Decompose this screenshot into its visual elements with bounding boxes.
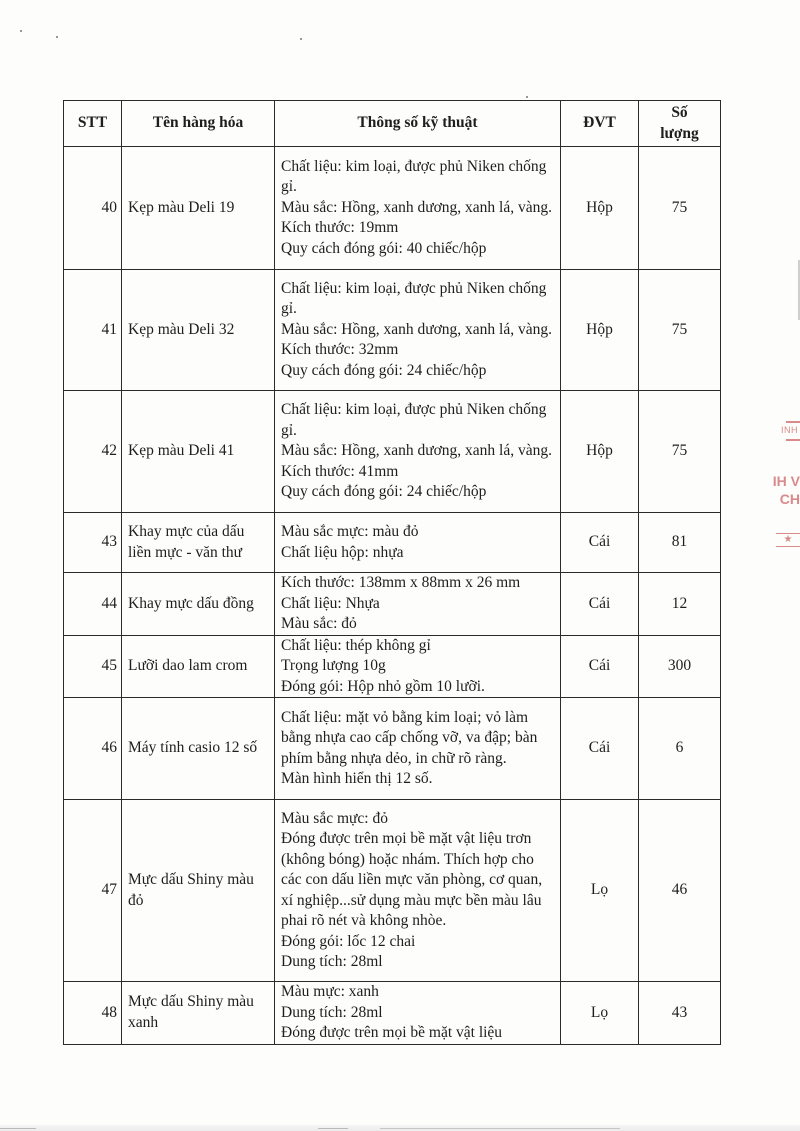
spec-line: Màu sắc mực: màu đỏ bbox=[281, 523, 419, 540]
cell-stt: 45 bbox=[64, 635, 122, 698]
spec-line: Chất liệu: thép không gỉ bbox=[281, 636, 431, 654]
cell-spec bbox=[275, 391, 561, 513]
spec-line: Đóng được trên mọi bề mặt vật liệu trơn (không bóng) hoặc nhám. Thích hợp cho các con dấu liền mực văn phòng, cơ quan, xí nghiệp...sử dụng màu mực bền màu lâu phai rõ nét và không nhòe. bbox=[281, 830, 543, 929]
spec-line: Quy cách đóng gói: 24 chiếc/hộp bbox=[281, 361, 487, 379]
spec-line: Màu sắc: Hồng, xanh dương, xanh lá, vàng. bbox=[281, 320, 553, 338]
cell-unit: Cái bbox=[561, 635, 639, 698]
table-row bbox=[64, 698, 721, 800]
scan-speck bbox=[526, 96, 528, 98]
spec-line: Quy cách đóng gói: 24 chiếc/hộp bbox=[281, 483, 487, 501]
cell-name: Khay mực dấu đồng bbox=[122, 573, 275, 636]
table-body bbox=[64, 147, 721, 1045]
spec-line: Kích thước: 32mm bbox=[281, 341, 399, 359]
spec-line: Chất liệu: kim loại, được phủ Niken chống gỉ. bbox=[281, 157, 547, 196]
cell-name: Mực dấu Shiny màu xanh bbox=[122, 982, 275, 1045]
cell-unit: Hộp bbox=[561, 270, 639, 391]
cell-stt: 40 bbox=[64, 147, 122, 270]
cell-name: Kẹp màu Deli 32 bbox=[122, 270, 275, 391]
scan-speck bbox=[20, 30, 22, 32]
spec-line: Chất liệu: kim loại, được phủ Niken chống gỉ. bbox=[281, 279, 547, 318]
spec-line: Chất liệu: kim loại, được phủ Niken chống gỉ. bbox=[281, 401, 547, 439]
goods-spec-table bbox=[63, 100, 721, 1045]
spec-line: Màu sắc: đỏ bbox=[281, 615, 357, 632]
header-stt: STT bbox=[64, 101, 122, 147]
scan-bottom-edge bbox=[0, 1125, 800, 1131]
cell-unit: Hộp bbox=[561, 391, 639, 513]
cell-spec bbox=[275, 635, 561, 698]
table-row bbox=[64, 270, 721, 391]
cell-name: Kẹp màu Deli 41 bbox=[122, 391, 275, 513]
cell-name: Khay mực của dấu liền mực - văn thư bbox=[122, 513, 275, 573]
table-row bbox=[64, 982, 721, 1045]
spec-line: Chất liệu hộp: nhựa bbox=[281, 543, 404, 561]
scan-mark bbox=[0, 1128, 36, 1129]
cell-name: Máy tính casio 12 số bbox=[122, 698, 275, 800]
header-spec: Thông số kỹ thuật bbox=[275, 101, 561, 147]
cell-spec bbox=[275, 270, 561, 391]
scan-speck bbox=[300, 38, 302, 40]
cell-stt: 48 bbox=[64, 982, 122, 1045]
spec-line: Chất liệu: mặt vỏ bằng kim loại; vỏ làm bằng nhựa cao cấp chống vỡ, va đập; bàn phím bằng nhựa dẻo, in chữ rõ ràng. bbox=[281, 708, 538, 767]
spec-line: Kích thước: 19mm bbox=[281, 219, 399, 237]
table-row bbox=[64, 391, 721, 513]
spec-line: Dung tích: 28ml bbox=[281, 953, 383, 970]
cell-unit: Lọ bbox=[561, 800, 639, 982]
spec-line: Đóng được trên mọi bề mặt vật liệu bbox=[281, 1024, 503, 1041]
spec-line: Đóng gói: lốc 12 chai bbox=[281, 932, 416, 950]
cell-qty: 12 bbox=[639, 573, 721, 636]
header-unit: ĐVT bbox=[561, 101, 639, 147]
stamp-text-2: IH V bbox=[772, 473, 800, 489]
stamp-text-3: CH bbox=[779, 491, 800, 507]
spec-line: Trọng lượng 10g bbox=[281, 657, 386, 674]
spec-line: Quy cách đóng gói: 40 chiếc/hộp bbox=[281, 239, 487, 257]
cell-name: Kẹp màu Deli 19 bbox=[122, 147, 275, 270]
scan-speck bbox=[56, 36, 58, 38]
cell-stt: 47 bbox=[64, 800, 122, 982]
spec-line: Màn hình hiển thị 12 số. bbox=[281, 770, 433, 787]
cell-name: Lưỡi dao lam crom bbox=[122, 635, 275, 698]
scan-mark bbox=[318, 1128, 348, 1129]
spec-line: Chất liệu: Nhựa bbox=[281, 594, 380, 612]
header-name: Tên hàng hóa bbox=[122, 101, 275, 147]
cell-qty: 300 bbox=[639, 635, 721, 698]
spec-line: Kích thước: 41mm bbox=[281, 462, 399, 480]
cell-spec bbox=[275, 513, 561, 573]
header-qty-line2: lượng bbox=[660, 124, 699, 142]
header-qty-line1: Số bbox=[671, 104, 688, 121]
cell-stt: 44 bbox=[64, 573, 122, 636]
stamp-line bbox=[786, 421, 800, 423]
cell-spec bbox=[275, 698, 561, 800]
cell-qty: 6 bbox=[639, 698, 721, 800]
stamp-line bbox=[786, 439, 800, 441]
cell-name: Mực dấu Shiny màu đỏ bbox=[122, 800, 275, 982]
table-row bbox=[64, 635, 721, 698]
spec-line: Dung tích: 28ml bbox=[281, 1003, 383, 1021]
cell-spec bbox=[275, 147, 561, 270]
cell-spec bbox=[275, 800, 561, 982]
cell-unit: Lọ bbox=[561, 982, 639, 1045]
scan-mark bbox=[380, 1128, 620, 1129]
cell-qty: 75 bbox=[639, 147, 721, 270]
header-qty bbox=[639, 101, 721, 147]
cell-qty: 75 bbox=[639, 270, 721, 391]
cell-unit: Cái bbox=[561, 513, 639, 573]
cell-unit: Cái bbox=[561, 573, 639, 636]
spec-line: Màu sắc mực: đỏ bbox=[281, 809, 388, 827]
spec-line: Màu sắc: Hồng, xanh dương, xanh lá, vàng. bbox=[281, 198, 553, 216]
cell-stt: 41 bbox=[64, 270, 122, 391]
table-row bbox=[64, 573, 721, 636]
stamp-text-1: INH bbox=[781, 425, 798, 435]
spec-line: Đóng gói: Hộp nhỏ gồm 10 lưỡi. bbox=[281, 677, 485, 695]
cell-stt: 46 bbox=[64, 698, 122, 800]
cell-stt: 43 bbox=[64, 513, 122, 573]
cell-qty: 75 bbox=[639, 391, 721, 513]
table-row bbox=[64, 800, 721, 982]
cell-spec bbox=[275, 573, 561, 636]
table-row bbox=[64, 147, 721, 270]
table-header-row bbox=[64, 101, 721, 147]
stamp-star-icon: ★ bbox=[776, 533, 800, 547]
cell-unit: Hộp bbox=[561, 147, 639, 270]
spec-line: Màu sắc: Hồng, xanh dương, xanh lá, vàng. bbox=[281, 442, 553, 460]
cell-spec bbox=[275, 982, 561, 1045]
spec-line: Kích thước: 138mm x 88mm x 26 mm bbox=[281, 574, 521, 591]
cell-qty: 43 bbox=[639, 982, 721, 1045]
cell-qty: 46 bbox=[639, 800, 721, 982]
cell-qty: 81 bbox=[639, 513, 721, 573]
cell-unit: Cái bbox=[561, 698, 639, 800]
spec-line: Màu mực: xanh bbox=[281, 983, 379, 1000]
cell-stt: 42 bbox=[64, 391, 122, 513]
table-row bbox=[64, 513, 721, 573]
